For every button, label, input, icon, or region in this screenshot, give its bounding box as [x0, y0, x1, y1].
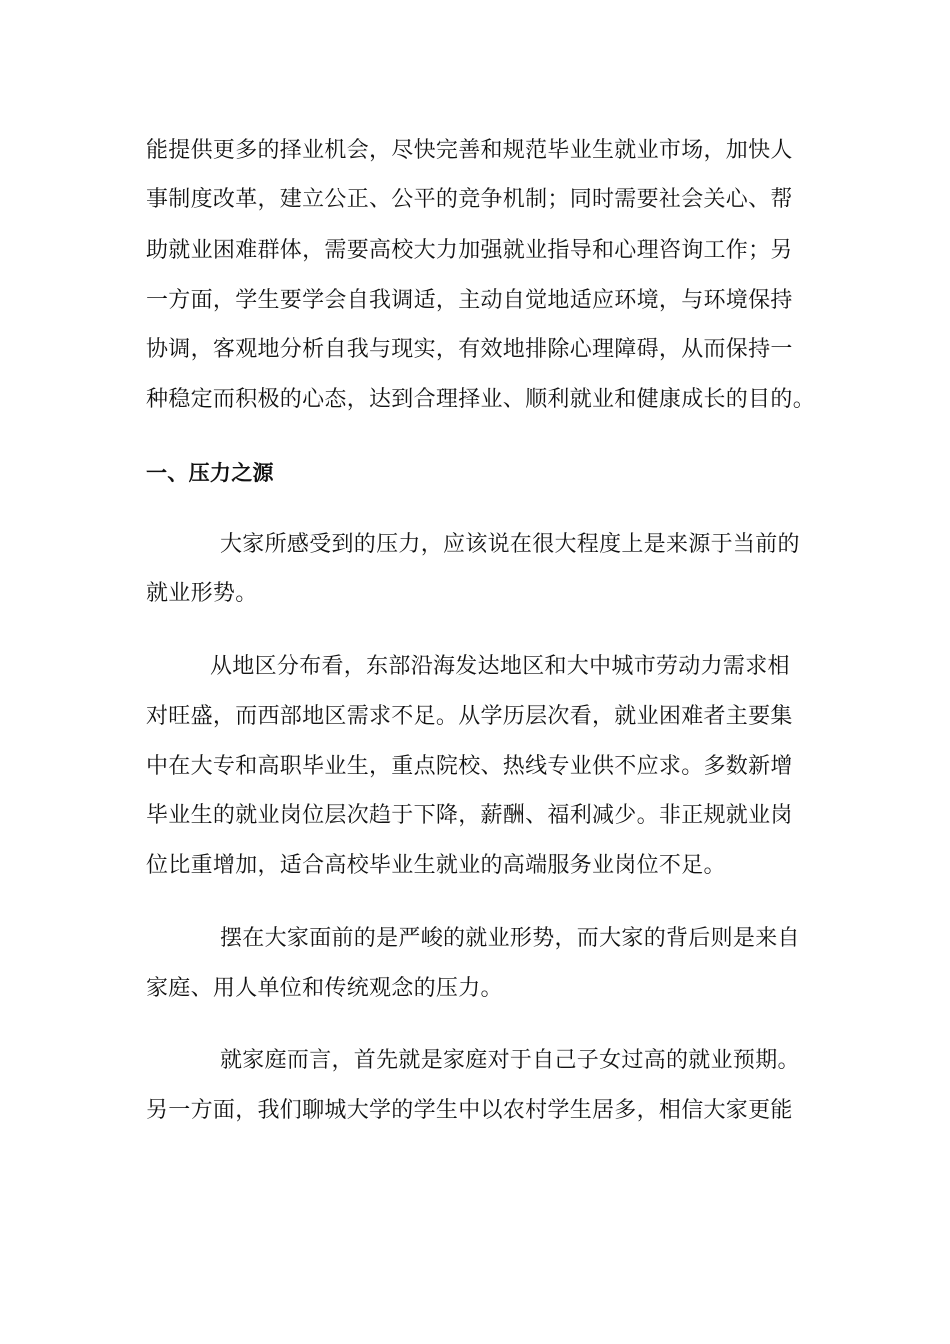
text-line: 协调，客观地分析自我与现实，有效地排除心理障碍，从而保持一	[146, 337, 793, 362]
text-line: 摆在大家面前的是严峻的就业形势，而大家的背后则是来自	[220, 926, 800, 951]
text-line: 就业形势。	[146, 581, 258, 606]
text-line: 毕业生的就业岗位层次趋于下降，薪酬、福利减少。非正规就业岗	[146, 803, 793, 828]
text-line: 助就业困难群体，需要高校大力加强就业指导和心理咨询工作；另	[146, 238, 793, 263]
text-line: 能提供更多的择业机会，尽快完善和规范毕业生就业市场，加快人	[146, 138, 793, 163]
text-line: 种稳定而积极的心态，达到合理择业、顺利就业和健康成长的目的。	[146, 387, 816, 412]
text-line: 中在大专和高职毕业生，重点院校、热线专业供不应求。多数新增	[146, 754, 793, 779]
text-line: 事制度改革，建立公正、公平的竞争机制；同时需要社会关心、帮	[146, 187, 793, 212]
text-line: 另一方面，我们聊城大学的学生中以农村学生居多，相信大家更能	[146, 1098, 793, 1123]
text-line: 大家所感受到的压力，应该说在很大程度上是来源于当前的	[220, 532, 800, 557]
text-line: 对旺盛，而西部地区需求不足。从学历层次看，就业困难者主要集	[146, 704, 793, 729]
text-line: 从地区分布看，东部沿海发达地区和大中城市劳动力需求相	[210, 654, 790, 679]
text-line: 就家庭而言，首先就是家庭对于自己子女过高的就业预期。	[220, 1048, 800, 1073]
text-line: 一方面，学生要学会自我调适，主动自觉地适应环境，与环境保持	[146, 288, 793, 313]
text-line: 家庭、用人单位和传统观念的压力。	[146, 976, 503, 1001]
text-line: 位比重增加，适合高校毕业生就业的高端服务业岗位不足。	[146, 853, 726, 878]
section-heading: 一、压力之源	[146, 461, 274, 485]
